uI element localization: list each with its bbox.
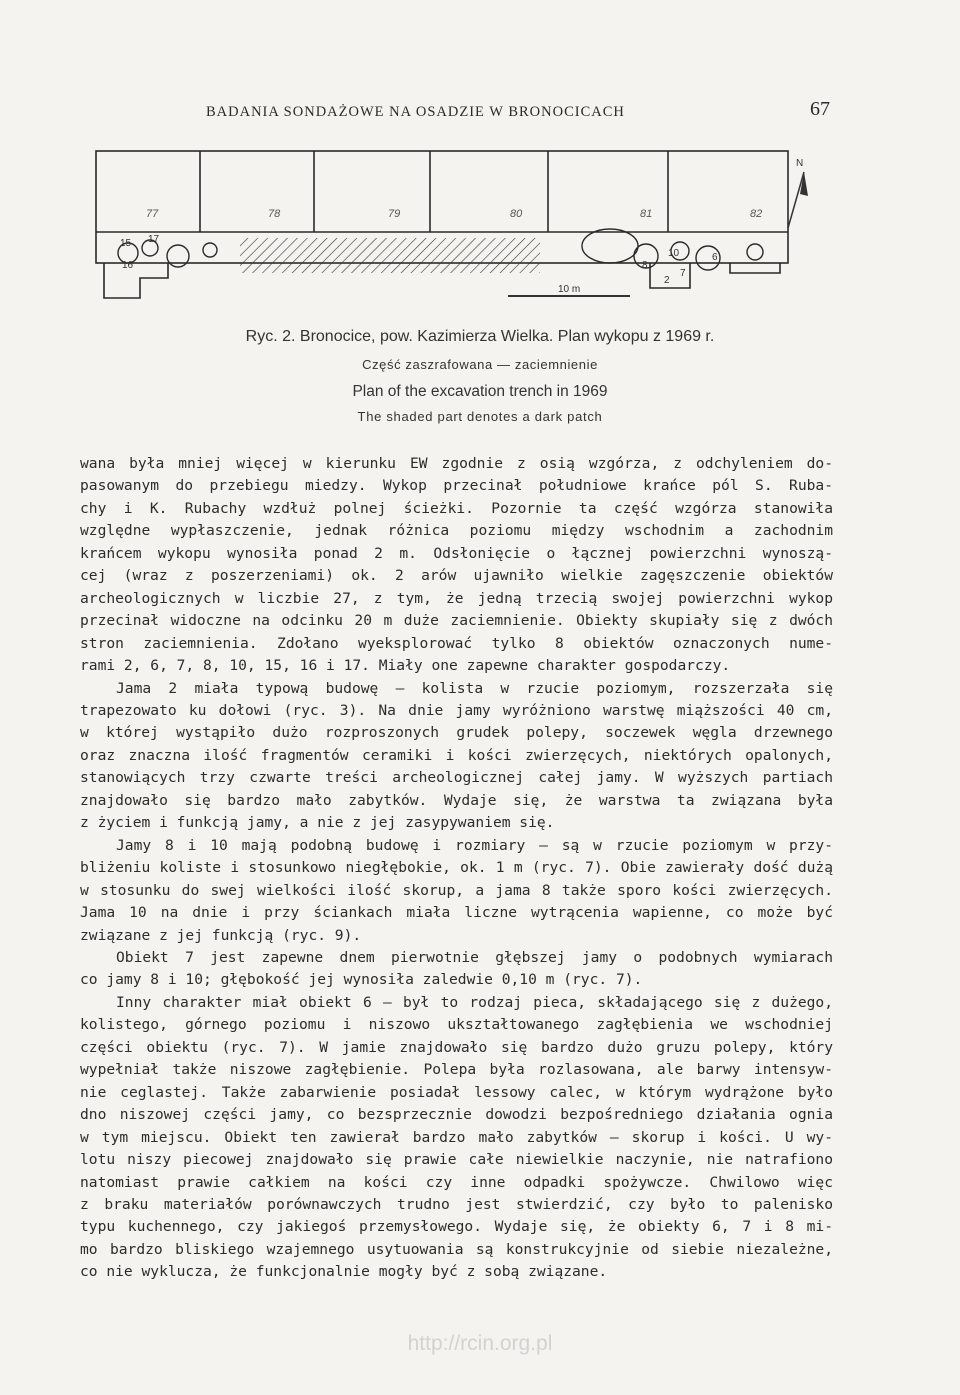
text-line: krańcem wykopu wynosiła ponad 2 m. Odsłonięcie o łącznej powierzchni wynoszą- xyxy=(80,544,833,562)
text-line: z życiem i funkcją jamy, a nie z jej zasypywaniem się. xyxy=(80,814,555,832)
figure-caption-polish: Ryc. 2. Bronocice, pow. Kazimierza Wielka. Plan wykopu z 1969 r. xyxy=(245,328,715,345)
feature-label: 7 xyxy=(680,268,686,279)
text-line: mo bardzo bliskiego wzajemnego usytuowania są konstrukcyjnie od siebie niezależne, xyxy=(80,1240,833,1258)
text-line: kolistego, górnego poziomu i niszowo ukształtowanego zagłębienia we wschodniej xyxy=(80,1016,833,1034)
north-arrow-icon xyxy=(788,158,808,228)
text-line: wana była mniej więcej w kierunku EW zgodnie z osią wzgórza, z odchyleniem do- xyxy=(80,455,833,472)
body-text xyxy=(80,453,833,1284)
text-line: nie ceglastej. Także zabarwienie posiadał lessowy calec, w którym wydrążone było xyxy=(80,1083,833,1101)
scale-bar xyxy=(508,284,630,296)
section-label: 79 xyxy=(388,208,401,220)
figure-caption-polish-note: Część zaszrafowana — zaciemnienie xyxy=(362,357,598,372)
feature-label: 8 xyxy=(642,260,648,271)
text-line: Obiekt 7 jest zapewne dnem pierwotnie głębszej jamy o podobnych wymiarach xyxy=(116,948,833,966)
text-line: w tym miejscu. Obiekt ten zawierał bardzo mało zabytków — skorup i kości. U wy- xyxy=(80,1128,833,1146)
scale-label: 10 m xyxy=(558,284,581,295)
text-line: w której wystąpiło dużo rozproszonych grudek polepy, soczewek węgla drzewnego xyxy=(80,724,833,742)
section-label: 78 xyxy=(268,208,281,220)
section-label: 77 xyxy=(146,208,159,220)
running-head: BADANIA SONDAŻOWE NA OSADZIE W BRONOCICACH xyxy=(206,104,625,120)
text-line: rami 2, 6, 7, 8, 10, 15, 16 i 17. Miały one zapewne charakter gospodarczy. xyxy=(80,657,731,675)
text-line: części obiektu (ryc. 7). W jamie znajdowało się bardzo dużo gruzu polepy, który xyxy=(80,1038,833,1056)
watermark-url: http://rcin.org.pl xyxy=(407,1332,553,1355)
text-line: znajdowało się bardzo mało zabytków. Wydaje się, że warstwa ta związana była xyxy=(80,791,833,809)
north-label: N xyxy=(796,158,804,169)
feature-label: 16 xyxy=(122,260,134,271)
section-label: 81 xyxy=(640,208,653,220)
text-line: Jamy 8 i 10 mają podobną budowę i rozmiary — są w rzucie poziomym w przy- xyxy=(116,836,833,854)
text-line: co jamy 8 i 10; głębokość jej wynosiła zaledwie 0,10 m (ryc. 7). xyxy=(80,971,643,989)
text-line: Jama 2 miała typową budowę — kolista w rzucie poziomym, rozszerzała się xyxy=(116,679,833,697)
section-labels xyxy=(146,208,762,220)
dark-patch-hatched xyxy=(240,238,540,273)
text-line: co nie wyklucza, że funkcjonalnie mogły być z sobą związane. xyxy=(80,1263,608,1281)
text-line: z braku materiałów porównawczych trudno jest stwierdzić, czy było to palenisko xyxy=(80,1195,833,1213)
page-number: 67 xyxy=(810,98,830,120)
section-label: 80 xyxy=(510,208,523,220)
text-line: wypełniał także niszowe zagłębienie. Polepa była rozlasowana, ale barwy intensyw- xyxy=(80,1061,833,1079)
feature-label: 17 xyxy=(148,234,160,245)
text-line: chy i K. Rubachy wzdłuż polnej ścieżki. Pozornie ta część wzgórza stanowiła xyxy=(80,499,833,517)
section-label: 82 xyxy=(750,208,763,220)
text-line: dno niszowej części jamy, co bezsprzecznie dowodzi bezpośredniego działania ognia xyxy=(80,1106,833,1124)
text-line: cej (wraz z poszerzeniami) ok. 2 arów ujawniło wielkie zagęszczenie obiektów xyxy=(80,567,833,585)
trench-plan-figure xyxy=(90,148,850,318)
text-line: typu kuchennego, czy jakiegoś przemysłowego. Wydaje się, że obiekty 6, 7 i 8 mi- xyxy=(80,1218,833,1236)
text-line: związane z jej funkcją (ryc. 9). xyxy=(80,926,362,944)
text-line: trapezowato ku dołowi (ryc. 3). Na dnie jamy wyróżniono warstwę miąższości 40 cm, xyxy=(80,701,833,719)
figure-caption-english-note: The shaded part denotes a dark patch xyxy=(357,409,603,424)
feature-label: 15 xyxy=(120,238,132,249)
text-line: przecinał widoczne na odcinku 20 m duże zaciemnienie. Obiekty skupiały się z dwóch xyxy=(80,612,833,630)
text-line: bliżeniu koliste i stosunkowo niegłębokie, ok. 1 m (ryc. 7). Obie zawierały dość dużą xyxy=(80,859,833,877)
text-line: Jama 10 na dnie i przy ściankach miała liczne wytrącenia wapienne, co może być xyxy=(80,904,833,922)
text-line: lotu niszy piecowej znajdowało się prawie całe niewielkie naczynie, nie natrafiono xyxy=(80,1151,833,1169)
text-line: w stosunku do swej wielkości ilość skorup, a jama 8 także sporo kości zwierzęcych. xyxy=(80,881,833,899)
text-line: natomiast prawie całkiem na kości czy inne odpadki spożywcze. Chwilowo więc xyxy=(80,1173,833,1191)
feature-label: 2 xyxy=(664,275,670,286)
figure-caption-english: Plan of the excavation trench in 1969 xyxy=(352,383,608,400)
text-line: stanowiących trzy czwarte treści archeologicznej całej jamy. W wyższych partiach xyxy=(80,769,833,787)
text-line: stron zaciemnienia. Zdołano wyeksplorować tylko 8 obiektów oznaczonych nume- xyxy=(80,634,833,652)
text-line: Inny charakter miał obiekt 6 — był to rodzaj pieca, składającego się z dużego, xyxy=(116,993,833,1011)
text-line: archeologicznych w liczbie 27, z tym, że jedną trzecią swojej powierzchni wykop xyxy=(80,589,833,607)
text-line: pasowanym do przebiegu miedzy. Wykop przecinał południowe krańce pól S. Ruba- xyxy=(80,477,833,495)
feature-label: 10 xyxy=(668,248,680,259)
text-line: oraz znaczna ilość fragmentów ceramiki i kości zwierzęcych, niektórych opalonych, xyxy=(80,746,833,764)
feature-label: 6 xyxy=(712,252,718,263)
text-line: względne wypłaszczenie, jednak różnica poziomu między wschodnim a zachodnim xyxy=(80,522,833,540)
